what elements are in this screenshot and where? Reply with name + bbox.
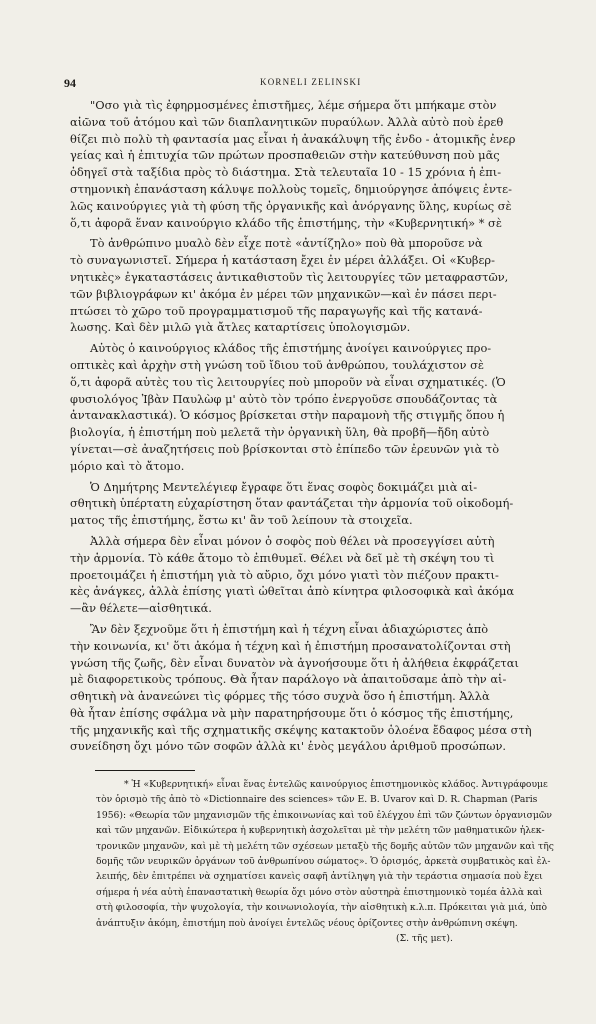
text-line: λῶς καινούργιες γιὰ τὴ φύση τῆς ὀργανικῆς καὶ ἀνόργανης ὕλης, κυρίως σὲ xyxy=(70,198,512,213)
text-line: συνείδηση ὄχι μόνο τῶν σοφῶν ἀλλὰ κι' ἑνὸς μεγάλου ἀριθμοῦ προσώπων. xyxy=(70,739,507,754)
text-line: ἀντανακλαστικά). Ὁ κόσμος βρίσκεται στὴν παραμονὴ τῆς στιγμῆς ὅπου ἡ xyxy=(70,408,505,423)
footnote-line: 1956): «Θεωρία τῶν μηχανισμῶν τῆς ἐπικοινωνίας καὶ τοῦ ἐλέγχου ἐπὶ τῶν ζώντων ὀργανισμῶν xyxy=(96,809,552,821)
text-line: τὸ συναγωνιστεῖ. Σήμερα ἡ κατάσταση ἔχει ἐν μέρει ἀλλάξει. Οἱ «Κυβερ- xyxy=(70,253,495,268)
text-line: Τὸ ἀνθρώπινο μυαλὸ δὲν εἶχε ποτὲ «ἀντίζηλο» ποὺ θὰ μποροῦσε νὰ xyxy=(90,236,483,251)
text-line: σθητικὴ νὰ ἀνανεώνει τὶς φόρμες τῆς τόσο συχνὰ ὅσο ἡ ἐπιστήμη. Ἀλλὰ xyxy=(70,689,490,704)
text-line: τῶν βιβλιογράφων κι' ἀκόμα ἐν μέρει τῶν μηχανικῶν—καὶ ἐν πάσει περι- xyxy=(70,286,497,301)
footnote-line: * Ἡ «Κυβερνητική» εἶναι ἕνας ἐντελῶς καινούργιος ἐπιστημονικὸς κλάδος. Ἀντιγράφουμε xyxy=(124,779,548,790)
text-line: νητικὲς» ἐγκαταστάσεις ἀντικαθιστοῦν τὶς λειτουργίες τῶν μεταφραστῶν, xyxy=(70,269,509,284)
text-line: Ὁ Δημήτρης Μεντελέγιεφ ἔγραφε ὅτι ἕνας σοφὸς δοκιμάζει μιὰ αἰ- xyxy=(90,479,478,494)
text-line: "Οσο γιὰ τὶς ἐφηρμοσμένες ἐπιστῆμες, λέμε σήμερα ὅτι μπήκαμε στὸν xyxy=(90,98,497,112)
text-line: τὴν ἁρμονία. Τὸ κάθε ἄτομο τὸ ἐπιθυμεῖ. Θέλει νὰ δεῖ μὲ τὴ σκέψη του τὶ xyxy=(70,550,495,565)
text-line: γνώση τῆς ζωῆς, δὲν εἶναι δυνατὸν νὰ ἀγνοήσουμε ὅτι ἡ ἀλήθεια ἐκφράζεται xyxy=(70,655,519,670)
text-line: ὁδηγεῖ στὰ ταξίδια πρὸς τὸ διάστημα. Στὰ τελευταῖα 10 - 15 χρόνια ἡ ἐπι- xyxy=(70,165,502,180)
text-line: γείας καὶ ἡ ἐπιτυχία τῶν πρώτων προσπαθειῶν στὴν κατεύθυνση ποὺ μᾶς xyxy=(70,148,500,163)
text-line: βιολογία, ἡ ἐπιστήμη ποὺ μελετᾶ τὴν ὀργανικὴ ὕλη, θὰ προβῆ—ἤδη αὐτὸ xyxy=(70,425,490,440)
text-line: Ἀλλὰ σήμερα δὲν εἶναι μόνον ὁ σοφὸς ποὺ θέλει νὰ προσεγγίσει αὐτὴ xyxy=(90,533,495,548)
footnote-line: ἀνάπτυξιν ἀκόμη, ἐπιστήμη ποὺ ἀνοίγει ἐντελῶς νέους ὁρίζοντες στὴν ἀνθρώπινη σκέψη. xyxy=(96,917,518,929)
footnote-line: τὸν ὁρισμὸ τῆς ἀπὸ τὸ «Dictionnaire des sciences» τῶν E. B. Uvarov καὶ D. R. Chapman (Paris xyxy=(96,794,538,806)
paragraph xyxy=(70,621,596,755)
text-line: τὴν κοινωνία, κι' ὅτι ἀκόμα ἡ τέχνη καὶ ἡ ἐπιστήμη προσανατολίζονται στὴ xyxy=(70,638,511,653)
footnote-line: τρονικῶν μηχανῶν, καὶ μὲ τὴ μελέτη τῶν σχέσεων μεταξὺ τῆς δομῆς αὐτῶν τῶν μηχανῶν καὶ τῆς xyxy=(96,840,554,852)
text-line: πτώσει τὸ χῶρο τοῦ προγραμματισμοῦ τῆς παραγωγῆς καὶ τῆς κατανά- xyxy=(70,303,483,318)
paragraph xyxy=(70,235,596,336)
text-line: ὅ,τι ἀφορᾶ αὐτὲς του τὶς λειτουργίες ποὺ μποροῦν νὰ εἶναι σχηματικές. (Ὁ xyxy=(70,374,506,389)
running-head: KORNELI ZELINSKI xyxy=(260,77,362,87)
paragraph xyxy=(70,340,596,474)
text-line: φυσιολόγος Ἰβὰν Παυλὼφ μ' αὐτὸ τὸν τρόπο ἐνεργοῦσε σπουδάζοντας τὰ xyxy=(70,391,498,406)
text-line: τῆς μηχανικῆς καὶ τῆς σχηματικῆς σκέψης κατακτοῦν ὁλοένα ἔδαφος μέσα στὴ xyxy=(70,722,532,737)
text-line: προετοιμάζει ἡ ἐπιστήμη γιὰ τὸ αὔριο, ὄχι μόνο γιατὶ τὸν πιέζουν πρακτι- xyxy=(70,567,499,582)
text-line: σθητικὴ ὑπέρτατη εὐχαρίστηση ὅταν φαντάζεται τὴν ἁρμονία τοῦ οἰκοδομή- xyxy=(70,496,514,511)
text-line: αἰῶνα τοῦ ἀτόμου καὶ τῶν διαπλανητικῶν πυραύλων. Ἀλλὰ αὐτὸ ποὺ ἐρεθ xyxy=(70,114,504,129)
text-line: λωσης. Καὶ δὲν μιλῶ γιὰ ἄτλες καταρτίσεις ὑπολογισμῶν. xyxy=(70,320,411,335)
footnote-line: σήμερα ἡ νέα αὐτὴ ἐπαναστατικὴ θεωρία ὄχι μόνο στὸν αὐστηρὰ ἐπιστημονικὸ τομέα ἀλλὰ καὶ xyxy=(96,886,543,898)
text-line: οπτικὲς καὶ ἀρχὴν στὴ γνώση τοῦ ἴδιου τοῦ ἀνθρώπου, τουλάχιστον σὲ xyxy=(70,357,484,372)
page-header xyxy=(64,76,596,92)
footnote-line: στὴ φιλοσοφία, τὴν ψυχολογία, τὴν κοινωνιολογία, τὴν αἰσθητικὴ κ.λ.π. Πρόκειται γιὰ μιά, ὑπὸ xyxy=(96,902,547,914)
text-line: ὅ,τι ἀφορᾶ ἕναν καινούργιο κλάδο τῆς ἐπιστήμης, τὴν «Κυβερνητική» * σὲ xyxy=(70,215,502,230)
text-line: Αὐτὸς ὁ καινούργιος κλάδος τῆς ἐπιστήμης ἀνοίγει καινούργιες προ- xyxy=(90,341,492,356)
page-number: 94 xyxy=(64,76,76,90)
footnote xyxy=(96,777,596,946)
footnote-line: λειπής, δὲν ἐπιτρέπει νὰ σχηματίσει κανεὶς σαφῆ ἀντίληψη γιὰ τὴν τεράστια σημασία ποὺ ἔχει xyxy=(96,871,543,883)
paragraph xyxy=(70,479,596,529)
paragraph xyxy=(70,533,596,617)
text-line: γίνεται—σὲ ἀναζητήσεις ποὺ βρίσκονται στὸ ἐπίπεδο τῶν ἐρευνῶν γιὰ τὸ xyxy=(70,441,500,456)
footnote-divider xyxy=(95,770,195,771)
paragraph xyxy=(70,97,596,231)
main-text xyxy=(70,97,596,759)
text-line: μὲ διαφορετικοὺς τρόπους. Θὰ ἦταν παράλογο νὰ ἀπαιτοῦσαμε ἀπὸ τὴν αἰ- xyxy=(70,672,507,687)
text-line: κὲς ἀνάγκες, ἀλλὰ ἐπίσης γιατὶ ὠθεῖται ἀπὸ κίνητρα φιλοσοφικὰ καὶ ἀκόμα xyxy=(70,584,515,599)
text-line: ματος τῆς ἐπιστήμης, ἔστω κι' ἂν τοῦ λείπουν τὰ στοιχεῖα. xyxy=(70,513,413,528)
footnote-line: δομῆς τῶν νευρικῶν ὀργάνων τοῦ ἀνθρωπίνου σώματος». Ὁ ὁρισμός, ἀρκετὰ συμβατικὸς καὶ ἐλ- xyxy=(96,856,551,868)
text-line: Ἂν δὲν ξεχνοῦμε ὅτι ἡ ἐπιστήμη καὶ ἡ τέχνη εἶναι ἀδιαχώριστες ἀπὸ xyxy=(90,621,489,636)
text-line: στημονικὴ ἐπανάσταση κάλυψε πολλοὺς τομεῖς, δημιούργησε ἀπόψεις ἐντε- xyxy=(70,181,512,196)
text-line: —ἂν θέλετε—αἰσθητικά. xyxy=(70,601,212,616)
text-line: θίζει πιὸ πολὺ τὴ φαντασία μας εἶναι ἡ ἀνακάλυψη τῆς ἐνδο - ἀτομικῆς ἐνερ xyxy=(70,131,516,146)
footnote-line: καὶ τῶν μηχανῶν. Εἰδικώτερα ἡ κυβερνητικὴ ἀσχολεῖται μὲ τὴν μελέτη τῶν μαθηματικῶν ἠλεκ- xyxy=(96,825,545,837)
text-line: μόριο καὶ τὸ ἄτομο. xyxy=(70,458,185,473)
text-line: θὰ ἦταν ἐπίσης σφάλμα νὰ μὴν παρατηρήσουμε ὅτι ὁ κόσμος τῆς ἐπιστήμης, xyxy=(70,705,514,720)
footnote-signature: (Σ. τῆς μετ). xyxy=(396,933,453,945)
